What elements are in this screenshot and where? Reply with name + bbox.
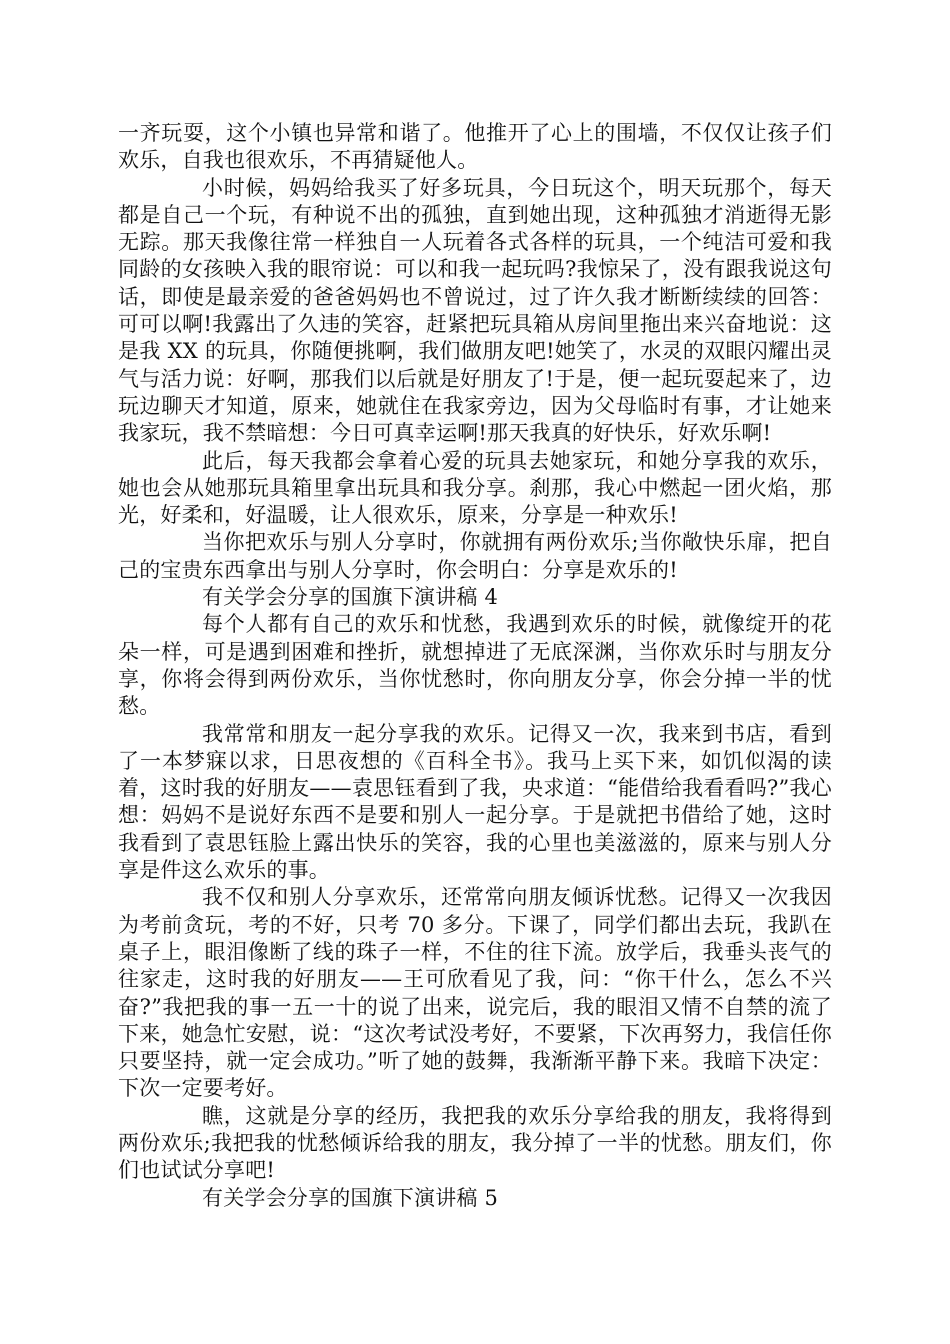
section-heading-4: 有关学会分享的国旗下演讲稿 4 xyxy=(202,585,499,610)
paragraph-7: 我不仅和别人分享欢乐，还常常向朋友倾诉忧愁。记得又一次我因为考前贪玩，考的不好，只考 70 多分。下课了，同学们都出去玩，我趴在桌子上，眼泪像断了线的珠子一样，不住的往下流。放学后，我垂头丧气的往家走，这时我的好朋友——王可欣看见了我，问：“你干什么，怎么不兴奋?”我把我的事一五一十的说了出来，说完后，我的眼泪又情不自禁的流了下来，她急忙安慰，说：“这次考试没考好，不要紧，下次再努力，我信任你只要坚持，就一定会成功。”听了她的鼓舞，我渐渐平静下来。我暗下决定：下次一定要考好。 xyxy=(118,885,832,1101)
paragraph-6: 我常常和朋友一起分享我的欢乐。记得又一次，我来到书店，看到了一本梦寐以求，日思夜想的《百科全书》。我马上买下来，如饥似渴的读着，这时我的好朋友——袁思钰看到了我，央求道：“能借给我看看吗?”我心想：妈妈不是说好东西不是要和别人一起分享。于是就把书借给了她，这时我看到了袁思钰脸上露出快乐的笑容，我的心里也美滋滋的，原来与别人分享是件这么欢乐的事。 xyxy=(118,721,832,883)
paragraph-4: 当你把欢乐与别人分享时，你就拥有两份欢乐;当你敞快乐扉，把自己的宝贵东西拿出与别人分享时，你会明白：分享是欢乐的! xyxy=(118,530,832,582)
paragraph-2: 小时候，妈妈给我买了好多玩具，今日玩这个，明天玩那个，每天都是自己一个玩，有种说不出的孤独，直到她出现，这种孤独才消逝得无影无踪。那天我像往常一样独自一人玩着各式各样的玩具，一个纯洁可爱和我同龄的女孩映入我的眼帘说：可以和我一起玩吗?我惊呆了，没有跟我说这句话，即使是最亲爱的爸爸妈妈也不曾说过，过了许久我才断断续续的回答：可可以啊!我露出了久违的笑容，赶紧把玩具箱从房间里拖出来兴奋地说：这是我 XX 的玩具，你随便挑啊，我们做朋友吧!她笑了，水灵的双眼闪耀出灵气与活力说：好啊，那我们以后就是好朋友了!于是，便一起玩耍起来了，边玩边聊天才知道，原来，她就住在我家旁边，因为父母临时有事，才让她来我家玩，我不禁暗想：今日可真幸运啊!那天我真的好快乐，好欢乐啊! xyxy=(118,175,832,446)
paragraph-8: 瞧，这就是分享的经历，我把我的欢乐分享给我的朋友，我将得到两份欢乐;我把我的忧愁倾诉给我的朋友，我分掉了一半的忧愁。朋友们，你们也试试分享吧! xyxy=(118,1103,832,1183)
paragraph-5: 每个人都有自己的欢乐和忧愁，我遇到欢乐的时候，就像绽开的花朵一样，可是遇到困难和挫折，就想掉进了无底深渊，当你欢乐时与朋友分享，你将会得到两份欢乐，当你忧愁时，你向朋友分享，你会分掉一半的忧愁。 xyxy=(118,612,832,719)
section-heading-5: 有关学会分享的国旗下演讲稿 5 xyxy=(202,1185,499,1210)
paragraph-3: 此后，每天我都会拿着心爱的玩具去她家玩，和她分享我的欢乐，她也会从她那玩具箱里拿出玩具和我分享。刹那，我心中燃起一团火焰，那光，好柔和，好温暖，让人很欢乐，原来，分享是一种欢乐! xyxy=(118,448,832,528)
document-page xyxy=(118,120,832,1212)
paragraph-1: 一齐玩耍，这个小镇也异常和谐了。他推开了心上的围墙，不仅仅让孩子们欢乐，自我也很欢乐，不再猜疑他人。 xyxy=(118,121,832,173)
